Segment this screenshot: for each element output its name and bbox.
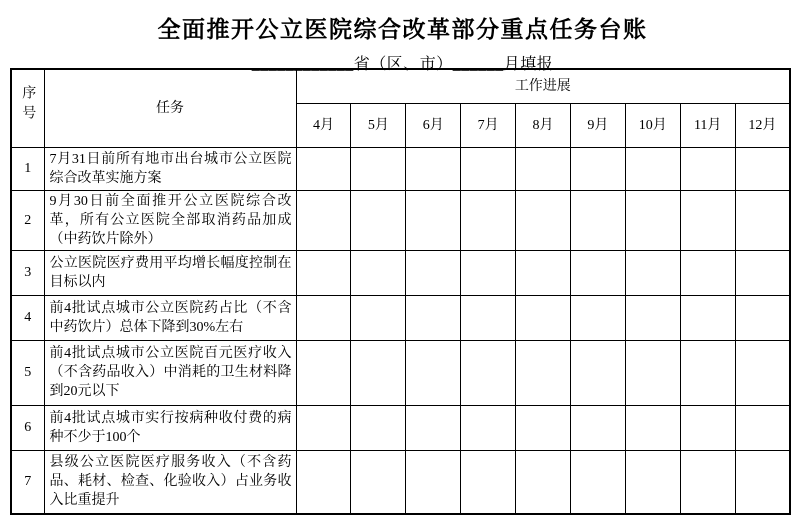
table-row (11, 295, 790, 340)
progress-cell[interactable] (570, 295, 625, 340)
row-number-cell: 3 (11, 250, 44, 295)
table-row (11, 450, 790, 514)
serial-number-label: 序号 (20, 85, 36, 126)
header-task: 任务 (44, 69, 296, 147)
progress-cell[interactable] (735, 450, 790, 514)
table-row (11, 190, 790, 250)
progress-cell[interactable] (406, 295, 461, 340)
header-month-oct: 10月 (625, 103, 680, 147)
progress-cell[interactable] (735, 295, 790, 340)
progress-cell[interactable] (406, 450, 461, 514)
header-work-progress: 工作进展 (296, 69, 790, 103)
header-month-sep: 9月 (570, 103, 625, 147)
row-number-cell: 4 (11, 295, 44, 340)
progress-cell[interactable] (625, 295, 680, 340)
progress-cell[interactable] (296, 190, 351, 250)
progress-cell[interactable] (461, 190, 516, 250)
row-number-cell: 1 (11, 147, 44, 190)
progress-cell[interactable] (406, 250, 461, 295)
progress-cell[interactable] (516, 405, 571, 450)
progress-cell[interactable] (570, 405, 625, 450)
progress-cell[interactable] (625, 340, 680, 405)
header-month-apr: 4月 (296, 103, 351, 147)
row-number-cell: 7 (11, 450, 44, 514)
task-cell: 县级公立医院医疗服务收入（不含药品、耗材、检查、化验收入）占业务收入比重提升 (44, 450, 296, 514)
progress-cell[interactable] (625, 147, 680, 190)
row-number-cell: 5 (11, 340, 44, 405)
progress-cell[interactable] (296, 250, 351, 295)
document-title: 全面推开公立医院综合改革部分重点任务台账 (157, 17, 648, 42)
row-number-cell: 6 (11, 405, 44, 450)
progress-cell[interactable] (461, 405, 516, 450)
progress-cell[interactable] (516, 295, 571, 340)
task-cell: 7月31日前所有地市出台城市公立医院综合改革实施方案 (44, 147, 296, 190)
progress-cell[interactable] (351, 147, 406, 190)
header-month-dec: 12月 (735, 103, 790, 147)
progress-cell[interactable] (351, 405, 406, 450)
progress-cell[interactable] (570, 190, 625, 250)
document-subtitle: ____________省（区、市）______月填报 (251, 56, 554, 73)
progress-cell[interactable] (516, 450, 571, 514)
progress-cell[interactable] (625, 190, 680, 250)
progress-cell[interactable] (296, 340, 351, 405)
header-month-aug: 8月 (516, 103, 571, 147)
task-cell: 前4批试点城市实行按病种收付费的病种不少于100个 (44, 405, 296, 450)
header-row-progress (11, 69, 790, 103)
progress-cell[interactable] (680, 295, 735, 340)
progress-cell[interactable] (406, 340, 461, 405)
progress-cell[interactable] (406, 405, 461, 450)
progress-cell[interactable] (570, 450, 625, 514)
progress-cell[interactable] (570, 340, 625, 405)
progress-cell[interactable] (351, 250, 406, 295)
progress-cell[interactable] (625, 450, 680, 514)
progress-cell[interactable] (680, 340, 735, 405)
progress-cell[interactable] (680, 405, 735, 450)
task-cell: 前4批试点城市公立医院药占比（不含中药饮片）总体下降到30%左右 (44, 295, 296, 340)
progress-cell[interactable] (296, 405, 351, 450)
task-cell: 公立医院医疗费用平均增长幅度控制在目标以内 (44, 250, 296, 295)
progress-cell[interactable] (461, 450, 516, 514)
progress-cell[interactable] (735, 147, 790, 190)
progress-cell[interactable] (680, 450, 735, 514)
header-month-jun: 6月 (406, 103, 461, 147)
task-cell: 9月30日前全面推开公立医院综合改革，所有公立医院全部取消药品加成（中药饮片除外） (44, 190, 296, 250)
table-row (11, 340, 790, 405)
progress-cell[interactable] (296, 450, 351, 514)
progress-cell[interactable] (625, 405, 680, 450)
progress-cell[interactable] (680, 147, 735, 190)
header-month-jul: 7月 (461, 103, 516, 147)
task-cell: 前4批试点城市公立医院百元医疗收入（不含药品收入）中消耗的卫生材料降到20元以下 (44, 340, 296, 405)
progress-cell[interactable] (296, 147, 351, 190)
progress-cell[interactable] (516, 147, 571, 190)
progress-cell[interactable] (735, 405, 790, 450)
progress-cell[interactable] (735, 250, 790, 295)
progress-cell[interactable] (735, 340, 790, 405)
progress-cell[interactable] (625, 250, 680, 295)
task-ledger-table (10, 68, 791, 515)
table-row (11, 250, 790, 295)
row-number-cell: 2 (11, 190, 44, 250)
progress-cell[interactable] (406, 147, 461, 190)
progress-cell[interactable] (461, 250, 516, 295)
progress-cell[interactable] (461, 340, 516, 405)
progress-cell[interactable] (461, 295, 516, 340)
table-row (11, 147, 790, 190)
progress-cell[interactable] (735, 190, 790, 250)
header-month-nov: 11月 (680, 103, 735, 147)
header-month-may: 5月 (351, 103, 406, 147)
progress-cell[interactable] (516, 250, 571, 295)
progress-cell[interactable] (461, 147, 516, 190)
progress-cell[interactable] (351, 450, 406, 514)
table-row (11, 405, 790, 450)
progress-cell[interactable] (680, 190, 735, 250)
progress-cell[interactable] (570, 250, 625, 295)
progress-cell[interactable] (516, 190, 571, 250)
progress-cell[interactable] (406, 190, 461, 250)
header-serial-number (11, 69, 44, 147)
progress-cell[interactable] (351, 340, 406, 405)
progress-cell[interactable] (351, 190, 406, 250)
progress-cell[interactable] (296, 295, 351, 340)
progress-cell[interactable] (680, 250, 735, 295)
progress-cell[interactable] (570, 147, 625, 190)
progress-cell[interactable] (351, 295, 406, 340)
progress-cell[interactable] (516, 340, 571, 405)
